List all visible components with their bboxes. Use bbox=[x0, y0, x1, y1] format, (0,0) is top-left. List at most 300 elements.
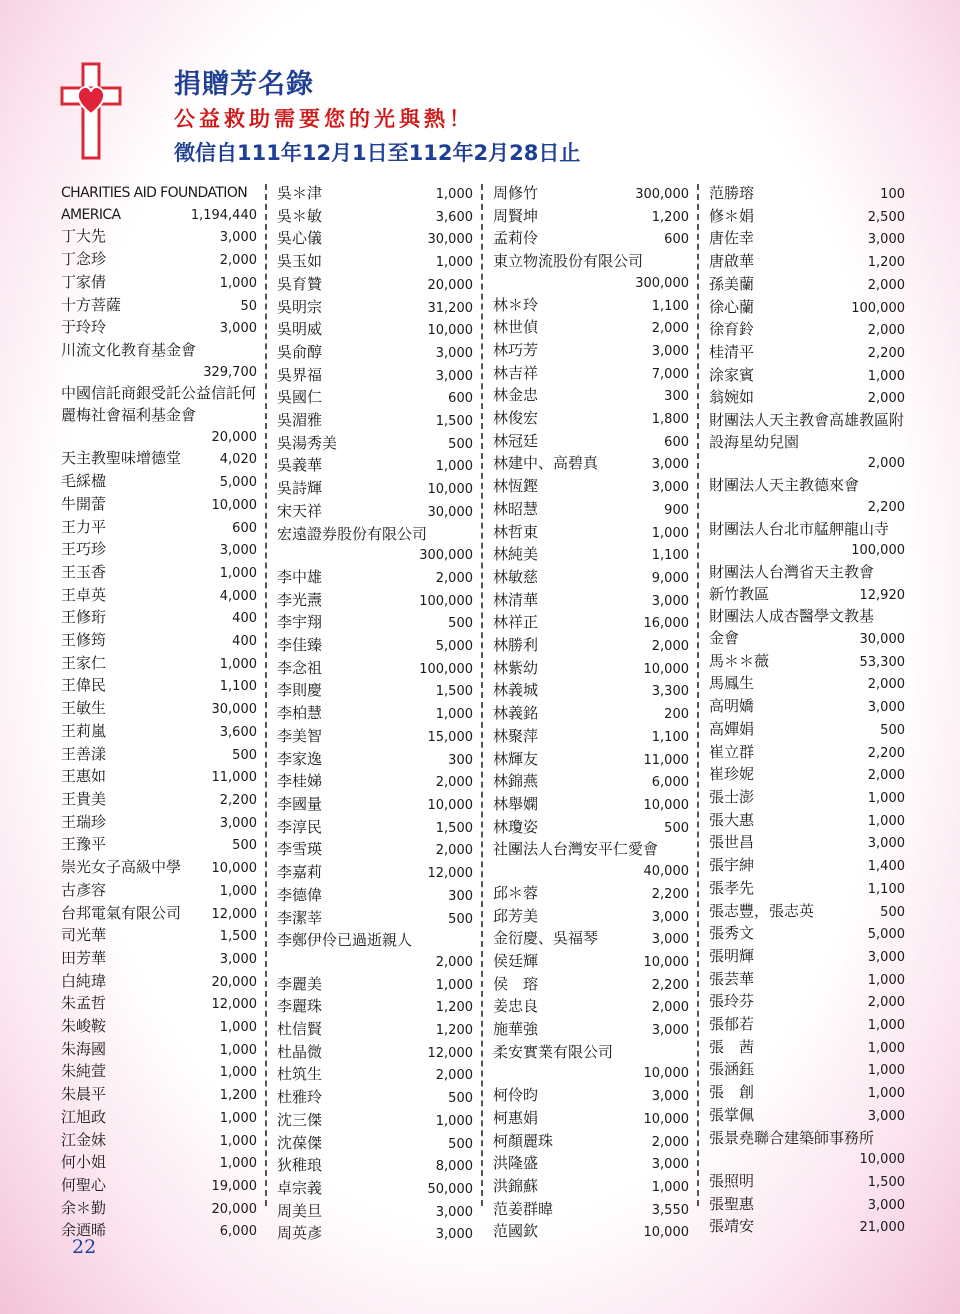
donor-row bbox=[277, 1087, 473, 1110]
donor-row bbox=[709, 946, 905, 969]
donor-name: 徐心蘭 bbox=[709, 297, 755, 316]
donor-row bbox=[277, 501, 473, 524]
donor-name: 田芳華 bbox=[61, 948, 107, 967]
donor-row bbox=[61, 812, 257, 835]
donor-name: 張照明 bbox=[709, 1171, 755, 1190]
donor-row bbox=[61, 585, 257, 608]
donation-amount: 9,000 bbox=[651, 570, 689, 586]
donor-row bbox=[709, 342, 905, 365]
donation-amount: 100,000 bbox=[419, 593, 473, 609]
donation-amount: 20,000 bbox=[211, 974, 257, 990]
donor-name: 古彥容 bbox=[61, 880, 107, 899]
donation-amount: 19,000 bbox=[211, 1178, 257, 1194]
donor-row bbox=[709, 1059, 905, 1082]
donor-row bbox=[277, 726, 473, 749]
donor-name: 范國欽 bbox=[493, 1222, 539, 1241]
donation-amount: 30,000 bbox=[211, 702, 257, 718]
donor-row bbox=[709, 1194, 905, 1217]
donor-name: 林巧芳 bbox=[493, 340, 539, 359]
donor-name: 張志豐，張志英 bbox=[709, 901, 815, 920]
donation-amount: 12,920 bbox=[859, 587, 905, 603]
donation-amount: 2,200 bbox=[651, 977, 689, 993]
donation-amount: 1,000 bbox=[867, 1063, 905, 1079]
donor-name: 吳湯秀美 bbox=[277, 433, 338, 452]
donor-row bbox=[61, 653, 257, 676]
donation-amount: 10,000 bbox=[211, 861, 257, 877]
donation-amount: 1,000 bbox=[219, 1156, 257, 1172]
donor-row bbox=[61, 517, 257, 540]
donor-row bbox=[493, 817, 689, 840]
donation-amount: 3,000 bbox=[867, 232, 905, 248]
donor-name: 李念祖 bbox=[277, 658, 323, 677]
donation-amount: 2,000 bbox=[867, 391, 905, 407]
donation-amount: 7,000 bbox=[651, 366, 689, 382]
donation-amount: 1,000 bbox=[219, 1110, 257, 1126]
donor-name: 林俊宏 bbox=[493, 409, 539, 428]
donor-row bbox=[709, 832, 905, 855]
donation-amount: 3,000 bbox=[867, 1108, 905, 1124]
donation-amount: 500 bbox=[880, 904, 905, 920]
donor-row bbox=[493, 1176, 689, 1199]
donation-amount: 3,000 bbox=[651, 1157, 689, 1173]
donor-name: 張郁若 bbox=[709, 1015, 755, 1034]
donor-row bbox=[61, 1061, 257, 1084]
donor-row bbox=[709, 319, 905, 342]
donor-name: 司光華 bbox=[61, 926, 107, 945]
donation-amount: 1,200 bbox=[867, 255, 905, 271]
donor-name: 吳詩輝 bbox=[277, 479, 323, 498]
donor-name: 王玉香 bbox=[61, 562, 107, 581]
donor-row bbox=[709, 206, 905, 229]
donor-row bbox=[709, 1037, 905, 1060]
donor-name: 李德偉 bbox=[277, 885, 323, 904]
donor-name: 高明嬌 bbox=[709, 697, 755, 716]
donor-row bbox=[277, 410, 473, 433]
donation-amount: 100,000 bbox=[851, 300, 905, 316]
donor-name: 林瓊姿 bbox=[493, 817, 539, 836]
donor-name: 林清華 bbox=[493, 590, 539, 609]
donor-name: 宋天祥 bbox=[277, 501, 323, 520]
donor-name: 十方菩薩 bbox=[61, 295, 122, 314]
page-subtitle: 公益救助需要您的光與熱！ bbox=[174, 107, 474, 131]
donor-row bbox=[709, 969, 905, 992]
donor-row bbox=[277, 862, 473, 885]
donor-name: 柔安實業有限公司 bbox=[493, 1042, 614, 1061]
donor-row bbox=[709, 673, 905, 696]
donor-name: 金會 bbox=[709, 629, 740, 648]
donor-row bbox=[61, 562, 257, 585]
donor-name: 張世昌 bbox=[709, 833, 755, 852]
donation-amount: 3,000 bbox=[219, 230, 257, 246]
donation-amount: 10,000 bbox=[643, 797, 689, 813]
donor-name: 于玲玲 bbox=[61, 318, 107, 337]
donation-amount: 300,000 bbox=[635, 187, 689, 202]
donation-amount: 2,200 bbox=[651, 886, 689, 902]
donor-name: 王力平 bbox=[61, 517, 107, 536]
donor-name: 張明輝 bbox=[709, 946, 755, 965]
donation-amount: 300 bbox=[664, 389, 689, 405]
donor-name: 李鄭伊伶已過逝親人 bbox=[277, 931, 413, 950]
donation-amount: 300,000 bbox=[419, 548, 473, 564]
donation-amount: 1,000 bbox=[651, 1179, 689, 1195]
donation-amount: 30,000 bbox=[859, 632, 905, 648]
donor-name: 吳湄雅 bbox=[277, 411, 323, 430]
donation-amount: 10,000 bbox=[859, 1152, 905, 1168]
donation-amount: 5,000 bbox=[435, 639, 473, 655]
donor-row bbox=[709, 901, 905, 924]
donor-name: 沈葆傑 bbox=[277, 1133, 323, 1152]
donor-row bbox=[277, 885, 473, 908]
donor-name: 李則慶 bbox=[277, 681, 323, 700]
donation-amount: 1,194,440 bbox=[190, 207, 257, 223]
donation-amount: 3,000 bbox=[219, 543, 257, 559]
donor-row bbox=[61, 834, 257, 857]
donor-row bbox=[61, 295, 257, 318]
donation-amount: 2,000 bbox=[219, 253, 257, 269]
donor-name: AMERICA bbox=[61, 206, 121, 223]
donor-row bbox=[493, 1221, 689, 1244]
donation-amount: 10,000 bbox=[643, 1111, 689, 1127]
donor-name: 李麗美 bbox=[277, 974, 323, 993]
donor-row bbox=[709, 1105, 905, 1128]
donor-row bbox=[277, 974, 473, 997]
donation-amount: 3,000 bbox=[651, 932, 689, 948]
donor-name: 江旭政 bbox=[61, 1107, 107, 1126]
donor-name: 孫美蘭 bbox=[709, 274, 755, 293]
donation-amount: 8,000 bbox=[435, 1159, 473, 1175]
donor-row bbox=[61, 1152, 257, 1175]
donor-name: 李雪瑛 bbox=[277, 840, 323, 859]
donor-row bbox=[493, 228, 689, 251]
donation-amount: 20,000 bbox=[427, 277, 473, 293]
donation-amount: 1,100 bbox=[651, 548, 689, 564]
donor-row bbox=[61, 925, 257, 948]
donation-amount: 2,000 bbox=[867, 768, 905, 784]
donor-row bbox=[277, 342, 473, 365]
donation-amount: 11,000 bbox=[211, 770, 257, 786]
donor-row bbox=[493, 1108, 689, 1131]
donor-name: 周英彥 bbox=[277, 1224, 323, 1243]
donor-row bbox=[493, 317, 689, 340]
donation-amount: 10,000 bbox=[643, 1066, 689, 1082]
donation-amount: 1,000 bbox=[435, 187, 473, 202]
donor-row bbox=[709, 1171, 905, 1194]
donation-amount: 2,200 bbox=[219, 792, 257, 808]
donation-amount: 2,200 bbox=[867, 345, 905, 361]
donation-amount: 10,000 bbox=[427, 797, 473, 813]
donor-row bbox=[61, 1130, 257, 1153]
donor-name: 丁大先 bbox=[61, 227, 107, 246]
donor-name: 金衍慶、吳福琴 bbox=[493, 929, 599, 948]
donation-amount: 50,000 bbox=[427, 1181, 473, 1197]
donation-amount: 3,550 bbox=[651, 1202, 689, 1218]
donor-row bbox=[277, 319, 473, 342]
donor-row bbox=[709, 991, 905, 1014]
donation-amount: 100,000 bbox=[419, 661, 473, 677]
donor-row bbox=[61, 249, 257, 272]
donor-row bbox=[709, 651, 905, 674]
donor-name: 侯廷輝 bbox=[493, 951, 539, 970]
donation-amount: 2,000 bbox=[435, 1068, 473, 1084]
donation-amount: 3,000 bbox=[435, 1227, 473, 1243]
donor-name: 朱晨平 bbox=[61, 1085, 107, 1104]
donation-amount: 300 bbox=[448, 888, 473, 904]
donor-name: 財團法人天主教會高雄教區附設海星幼兒園 bbox=[709, 411, 905, 451]
donation-amount: 1,000 bbox=[219, 1133, 257, 1149]
donor-row bbox=[277, 680, 473, 703]
donor-name: 吳心儀 bbox=[277, 229, 323, 248]
donation-amount: 4,020 bbox=[219, 452, 257, 468]
donor-name: 毛綵楹 bbox=[61, 472, 107, 491]
donor-row bbox=[709, 1014, 905, 1037]
donor-name: 范勝瑢 bbox=[709, 184, 755, 202]
donor-name: 杜筑生 bbox=[277, 1065, 323, 1084]
donor-name: 李淳民 bbox=[277, 817, 323, 836]
donor-row bbox=[493, 544, 689, 567]
donation-amount: 12,000 bbox=[427, 1045, 473, 1061]
donor-row bbox=[277, 658, 473, 681]
donor-name: 李佳臻 bbox=[277, 636, 323, 655]
donation-amount: 1,000 bbox=[867, 368, 905, 384]
donor-name: 何小姐 bbox=[61, 1153, 107, 1172]
donor-row bbox=[493, 883, 689, 906]
donor-name: 范姜群暐 bbox=[493, 1199, 554, 1218]
donation-amount: 3,000 bbox=[651, 343, 689, 359]
donor-name: 崔珍妮 bbox=[709, 765, 755, 784]
donor-row bbox=[277, 612, 473, 635]
donor-name: 張芸華 bbox=[709, 969, 755, 988]
donation-amount: 1,200 bbox=[435, 1023, 473, 1039]
donor-row bbox=[709, 297, 905, 320]
donor-row bbox=[61, 789, 257, 812]
donation-amount: 20,000 bbox=[211, 429, 257, 445]
donor-row bbox=[493, 206, 689, 229]
donation-amount: 3,000 bbox=[651, 593, 689, 609]
donation-amount: 3,000 bbox=[435, 368, 473, 384]
donor-row bbox=[709, 764, 905, 787]
donor-name: 李中雄 bbox=[277, 567, 323, 586]
donor-name: 李美智 bbox=[277, 726, 323, 745]
donor-name: 沈三傑 bbox=[277, 1110, 323, 1129]
donation-amount: 30,000 bbox=[427, 504, 473, 520]
donation-amount: 2,000 bbox=[867, 995, 905, 1011]
donor-row bbox=[493, 183, 689, 206]
donor-row bbox=[61, 721, 257, 744]
donation-amount: 3,600 bbox=[219, 724, 257, 740]
donor-name: 邱＊蓉 bbox=[493, 883, 539, 902]
donor-name: 柯伶昀 bbox=[493, 1086, 539, 1105]
donation-amount: 53,300 bbox=[859, 654, 905, 670]
donor-row bbox=[709, 810, 905, 833]
donor-name: 唐啟華 bbox=[709, 252, 755, 271]
donor-name: 何聖心 bbox=[61, 1175, 107, 1194]
donation-amount: 400 bbox=[232, 611, 257, 627]
donor-name: 吳義華 bbox=[277, 456, 323, 475]
donor-name: 洪隆盛 bbox=[493, 1154, 539, 1173]
donor-name: 林哲東 bbox=[493, 522, 539, 541]
donor-row bbox=[493, 385, 689, 408]
donor-row bbox=[61, 903, 257, 926]
donor-name: 周賢坤 bbox=[493, 206, 539, 225]
page-number: 22 bbox=[72, 1236, 97, 1258]
donor-row bbox=[61, 1084, 257, 1107]
donor-row bbox=[493, 726, 689, 749]
donor-row bbox=[61, 1039, 257, 1062]
donor-name: 卓宗義 bbox=[277, 1178, 323, 1197]
donation-amount: 500 bbox=[232, 838, 257, 854]
donor-name: 林敏慈 bbox=[493, 567, 539, 586]
donor-row bbox=[61, 675, 257, 698]
donation-amount: 200 bbox=[664, 707, 689, 723]
donor-name: 林世偵 bbox=[493, 318, 539, 337]
donor-name: 崔立群 bbox=[709, 742, 755, 761]
donation-amount: 1,000 bbox=[435, 459, 473, 475]
donor-name: 李桂娣 bbox=[277, 772, 323, 791]
donor-row bbox=[493, 928, 689, 951]
donor-row bbox=[61, 183, 257, 205]
donor-name: 朱純萱 bbox=[61, 1062, 107, 1081]
donor-row bbox=[493, 431, 689, 454]
donation-amount: 12,000 bbox=[211, 906, 257, 922]
donor-name: 張掌佩 bbox=[709, 1105, 755, 1124]
donor-name: 張 創 bbox=[709, 1083, 755, 1102]
donor-row bbox=[277, 1019, 473, 1042]
donation-amount: 1,500 bbox=[435, 684, 473, 700]
donor-name: 孟莉伶 bbox=[493, 229, 539, 248]
donor-name: 周修竹 bbox=[493, 184, 539, 202]
donor-row bbox=[277, 1064, 473, 1087]
donor-name: 張 茜 bbox=[709, 1037, 755, 1056]
donor-column-4 bbox=[709, 183, 905, 1239]
donor-row bbox=[709, 628, 905, 651]
donor-row bbox=[277, 206, 473, 229]
donor-row bbox=[277, 817, 473, 840]
donor-row bbox=[277, 183, 473, 206]
donor-row bbox=[61, 698, 257, 721]
donor-row bbox=[493, 363, 689, 386]
donation-amount: 1,500 bbox=[435, 414, 473, 430]
donation-amount: 1,000 bbox=[219, 565, 257, 581]
donation-amount: 1,000 bbox=[867, 1018, 905, 1034]
donor-name: 張大惠 bbox=[709, 810, 755, 829]
donation-amount: 1,200 bbox=[435, 1000, 473, 1016]
donation-amount: 1,000 bbox=[651, 525, 689, 541]
donation-amount: 400 bbox=[232, 634, 257, 650]
donor-name: 徐育鈴 bbox=[709, 320, 755, 339]
donor-name: 張宇紳 bbox=[709, 856, 755, 875]
donor-name: 周美旦 bbox=[277, 1201, 323, 1220]
donor-name: 李嘉莉 bbox=[277, 863, 323, 882]
donor-name: 王惠如 bbox=[61, 767, 107, 786]
donor-name: 林金忠 bbox=[493, 386, 539, 405]
donor-row bbox=[277, 274, 473, 297]
donor-row bbox=[493, 499, 689, 522]
donor-name: 唐佐幸 bbox=[709, 229, 755, 248]
donor-row bbox=[493, 1019, 689, 1042]
donor-name: 林＊玲 bbox=[493, 295, 539, 314]
donor-row bbox=[709, 1216, 905, 1239]
donor-row bbox=[277, 908, 473, 931]
donation-amount: 4,000 bbox=[219, 588, 257, 604]
donor-row bbox=[709, 696, 905, 719]
donor-row bbox=[709, 365, 905, 388]
donor-name: 財團法人台北市艋舺龍山寺 bbox=[709, 519, 890, 538]
donor-row bbox=[709, 855, 905, 878]
donor-name: 王巧珍 bbox=[61, 540, 107, 559]
donor-name: 林祥正 bbox=[493, 613, 539, 632]
donation-amount: 1,000 bbox=[435, 255, 473, 271]
donation-amount: 1,000 bbox=[219, 1042, 257, 1058]
donor-row bbox=[493, 453, 689, 476]
donation-amount: 300 bbox=[448, 752, 473, 768]
donor-row bbox=[709, 387, 905, 410]
donation-amount: 1,100 bbox=[651, 729, 689, 745]
donor-column-2 bbox=[277, 183, 473, 1246]
donor-row bbox=[493, 1085, 689, 1108]
donation-amount: 100,000 bbox=[851, 543, 905, 559]
donation-amount: 3,000 bbox=[651, 909, 689, 925]
donor-name: 張秀文 bbox=[709, 924, 755, 943]
donor-row bbox=[277, 590, 473, 613]
donation-amount: 3,000 bbox=[867, 836, 905, 852]
donation-amount: 500 bbox=[664, 820, 689, 836]
donor-name: 王善漾 bbox=[61, 744, 107, 763]
donor-row bbox=[277, 297, 473, 320]
donation-amount: 1,000 bbox=[219, 656, 257, 672]
donor-name: 林恆鏗 bbox=[493, 477, 539, 496]
donor-row bbox=[277, 387, 473, 410]
donor-name: 丁家倩 bbox=[61, 272, 107, 291]
donation-amount: 30,000 bbox=[427, 232, 473, 248]
column-divider bbox=[265, 184, 267, 1206]
donor-row bbox=[61, 1016, 257, 1039]
donor-row bbox=[493, 295, 689, 318]
donation-amount: 10,000 bbox=[643, 954, 689, 970]
donor-name: 吳＊敏 bbox=[277, 206, 323, 225]
donor-row bbox=[277, 749, 473, 772]
donor-name: 施華強 bbox=[493, 1020, 539, 1039]
donation-amount: 2,000 bbox=[867, 277, 905, 293]
donor-name: 狄稚琅 bbox=[277, 1156, 323, 1175]
donor-row bbox=[277, 433, 473, 456]
donation-amount: 2,000 bbox=[651, 321, 689, 337]
donor-row bbox=[61, 1175, 257, 1198]
donor-name: 川流文化教育基金會 bbox=[61, 340, 197, 359]
donor-row bbox=[61, 272, 257, 295]
donation-amount: 2,000 bbox=[435, 775, 473, 791]
donor-row bbox=[61, 317, 257, 340]
donation-amount: 3,000 bbox=[651, 1089, 689, 1105]
donor-row bbox=[277, 1201, 473, 1224]
donor-name: 王修筠 bbox=[61, 631, 107, 650]
donation-amount: 1,000 bbox=[867, 1086, 905, 1102]
donation-amount: 50 bbox=[240, 298, 257, 314]
donor-row bbox=[61, 494, 257, 517]
donor-row bbox=[493, 749, 689, 772]
donor-row bbox=[493, 1153, 689, 1176]
donation-amount: 3,000 bbox=[651, 480, 689, 496]
donation-amount: 1,000 bbox=[867, 813, 905, 829]
donor-column-3 bbox=[493, 183, 689, 1244]
donor-row bbox=[277, 567, 473, 590]
donor-name: 李光燾 bbox=[277, 590, 323, 609]
donor-row bbox=[61, 630, 257, 653]
donation-amount: 20,000 bbox=[211, 1201, 257, 1217]
donor-column-1 bbox=[61, 183, 257, 1243]
donation-amount: 1,000 bbox=[219, 275, 257, 291]
donor-row bbox=[493, 408, 689, 431]
donor-name: 牛開蕾 bbox=[61, 494, 107, 513]
